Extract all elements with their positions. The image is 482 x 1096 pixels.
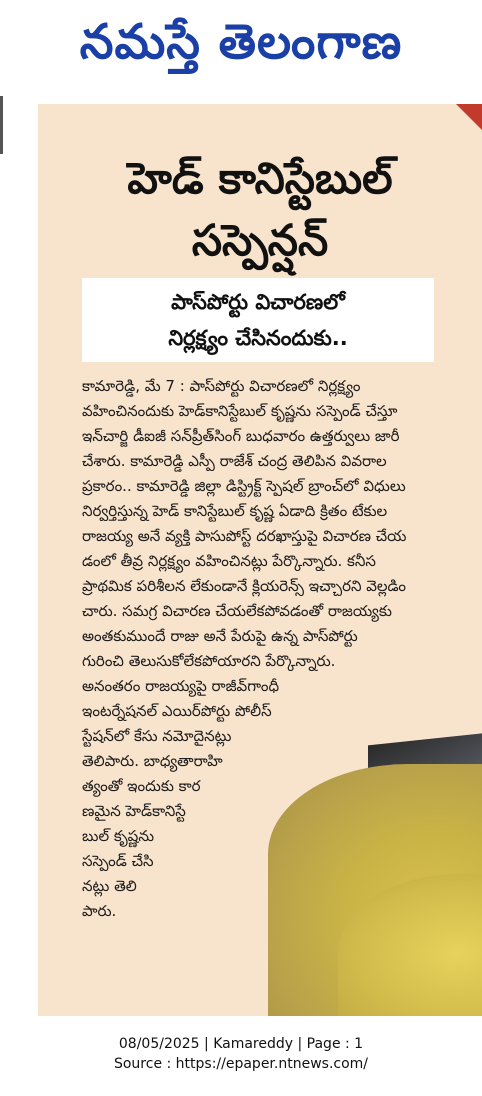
body-line: చేశారు. కామారెడ్డి ఎస్పీ రాజేశ్ చంద్ర తెలిపిన వివరాల [82,452,387,470]
body-line: అంతకుముందే రాజు అనే పేరుపై ఉన్న పాస్‌పోర్టు [82,627,358,645]
body-line: త్యంతో ఇందుకు కార [82,777,201,795]
body-line: ణమైన హెడ్‌కానిస్టే [82,802,186,820]
news-clipping [38,104,482,1016]
body-line: పారు. [82,902,117,920]
newspaper-logo: నమస్తే తెలంగాణ [79,14,403,70]
body-line: బుల్ కృష్ణను [82,827,155,845]
body-line: రాజయ్య అనే వ్యక్తి పాసుపోస్ట్ దరఖాస్తుపై విచారణ చేయ [82,527,407,545]
body-line: గురించి తెలుసుకోలేకపోయారని పేర్కొన్నారు. [82,652,336,670]
corner-marker [456,104,482,130]
page-edge-rule [0,96,3,154]
body-line: అనంతరం రాజయ్యపై రాజీవ్‌గాంధీ [82,677,280,695]
footer-source: Source : https://epaper.ntnews.com/ [113,1056,369,1072]
headline [38,148,482,272]
body-line: వహించినందుకు హెడ్‌కానిస్టేబుల్ కృష్ణను సస్పెండ్ చేస్తూ [82,402,398,420]
body-line: కామారెడ్డి, మే 7 : పాస్‌పోర్టు విచారణలో నిర్లక్ష్యం [82,377,361,395]
headline-line: హెడ్ కానిస్టేబుల్ [127,154,393,204]
body-line: సస్పెండ్ చేసి [82,852,154,870]
body-line: నట్లు తెలి [82,877,137,895]
article-body [82,374,478,924]
body-line: నిర్వర్తిస్తున్న హెడ్ కానిస్టేబుల్ కృష్ణ ఏడాది క్రితం టేకుల [82,502,388,520]
body-line: ఇంటర్నేషనల్ ఎయిర్‌పోర్టు పోలీస్ [82,702,272,720]
body-line: ప్రాథమిక పరిశీలన లేకుండానే క్లియరెన్స్ ఇచ్చారని వెల్లడిం [82,577,407,595]
body-line: డంలో తీవ్ర నిర్లక్ష్యం వహించినట్లు పేర్కొన్నారు. కనీస [82,552,376,570]
body-line: స్టేషన్‌లో కేసు నమోదైనట్లు [82,727,232,745]
body-line: తెలిపారు. బాధ్యతారాహి [82,752,223,770]
masthead [0,0,482,84]
subheadline-box [82,278,434,362]
footer-info: 08/05/2025 | Kamareddy | Page : 1 [118,1036,364,1052]
body-line: ఇన్‌చార్జి డీఐజీ సన్‌ప్రీత్‌సింగ్ బుధవారం ఉత్తర్వులు జారీ [82,427,400,445]
subheadline-line: పాస్‌పోర్టు విచారణలో [171,290,345,314]
footer [0,1034,482,1074]
body-line: ప్రకారం.. కామారెడ్డి జిల్లా డిస్ట్రిక్ట్ స్పెషల్ బ్రాంచ్‌లో విధులు [82,477,406,495]
headline-line: సస్పెన్షన్ [191,216,329,266]
body-line: చారు. సమగ్ర విచారణ చేయలేకపోవడంతో రాజయ్యకు [82,602,392,620]
subheadline-line: నిర్లక్ష్యం చేసినందుకు.. [168,326,348,350]
